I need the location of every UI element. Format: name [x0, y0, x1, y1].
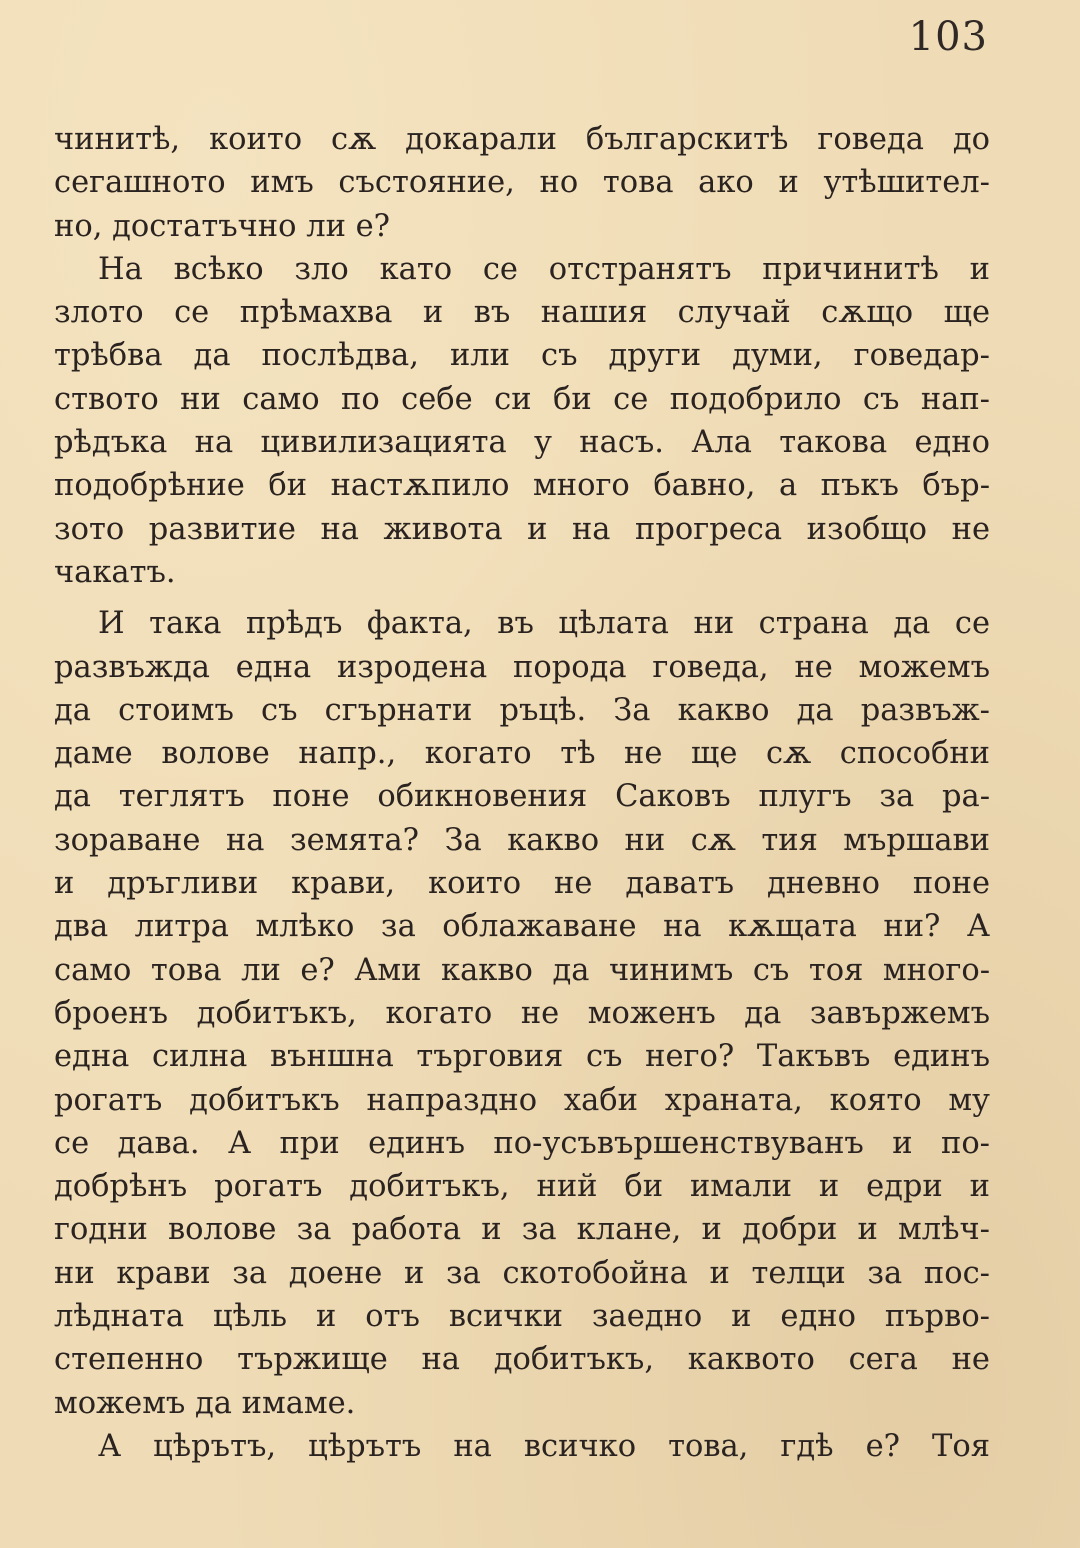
text-line: чакатъ.: [54, 554, 176, 590]
text-line: И така прѣдъ факта, въ цѣлата ни страна да се: [98, 606, 990, 642]
paragraph-gap: [54, 594, 990, 602]
text-line: рѣдъка на цивилизацията у насъ. Ала такова едно: [54, 425, 990, 461]
text-line: ството ни само по себе си би се подобрило съ нап-: [54, 381, 990, 417]
text-line: само това ли е? Ами какво да чинимъ съ тоя много-: [54, 952, 990, 988]
text-line: На всѣко зло като се отстранятъ причинитѣ и: [98, 251, 990, 287]
text-line: да теглятъ поне обикновения Саковъ плугъ за ра-: [54, 779, 990, 815]
text-line: можемъ да имаме.: [54, 1385, 356, 1421]
text-line: и дръгливи крави, които не даватъ дневно поне: [54, 866, 990, 902]
text-line: зото развитие на живота и на прогреса изобщо не: [54, 511, 990, 547]
paragraph-3: [54, 602, 990, 1425]
text-line: трѣбва да послѣдва, или съ други думи, говедар-: [54, 338, 990, 374]
text-line: добрѣнъ рогатъ добитъкъ, ний би имали и едри и: [54, 1169, 990, 1205]
paragraph-1: [54, 118, 990, 248]
text-line: чинитѣ, които сѫ докарали българскитѣ говеда до: [54, 122, 990, 157]
text-line: броенъ добитъкъ, когато не моженъ да завържемъ: [54, 995, 990, 1031]
body-text: [54, 118, 990, 1468]
text-line: да стоимъ съ сгърнати ръцѣ. За какво да развъж-: [54, 692, 990, 728]
text-line: степенно тържище на добитъкъ, каквото сега не: [54, 1342, 990, 1378]
text-line: ни крави за доене и за скотобойна и телци за пос-: [54, 1255, 990, 1291]
page-number: 103: [908, 14, 988, 60]
text-line: А цѣрътъ, цѣрътъ на всичко това, гдѣ е? Тоя: [98, 1428, 990, 1464]
text-line: но, достатъчно ли е?: [54, 208, 390, 244]
text-line: зораване на земята? За какво ни сѫ тия мършави: [54, 822, 990, 858]
text-line: рогатъ добитъкъ напраздно хаби храната, която му: [54, 1082, 990, 1118]
text-line: една силна външна търговия съ него? Такъвъ единъ: [54, 1039, 990, 1075]
text-line: два литра млѣко за облажаване на кѫщата ни? А: [54, 909, 990, 945]
text-line: сегашното имъ състояние, но това ако и утѣшител-: [54, 165, 990, 201]
text-line: злото се прѣмахва и въ нашия случай сѫщо ще: [54, 295, 990, 331]
text-line: даме волове напр., когато тѣ не ще сѫ способни: [54, 736, 990, 772]
text-line: лѣдната цѣль и отъ всички заедно и едно първо-: [54, 1299, 990, 1335]
text-line: годни волове за работа и за клане, и добри и млѣч-: [54, 1212, 990, 1248]
text-line: се дава. А при единъ по-усъвършенствуванъ и по-: [54, 1125, 990, 1161]
paragraph-4: [54, 1425, 990, 1468]
text-line: развъжда една изродена порода говеда, не можемъ: [54, 649, 990, 685]
text-line: подобрѣние би настѫпило много бавно, а пъкъ бър-: [54, 468, 990, 504]
paragraph-2: [54, 248, 990, 594]
